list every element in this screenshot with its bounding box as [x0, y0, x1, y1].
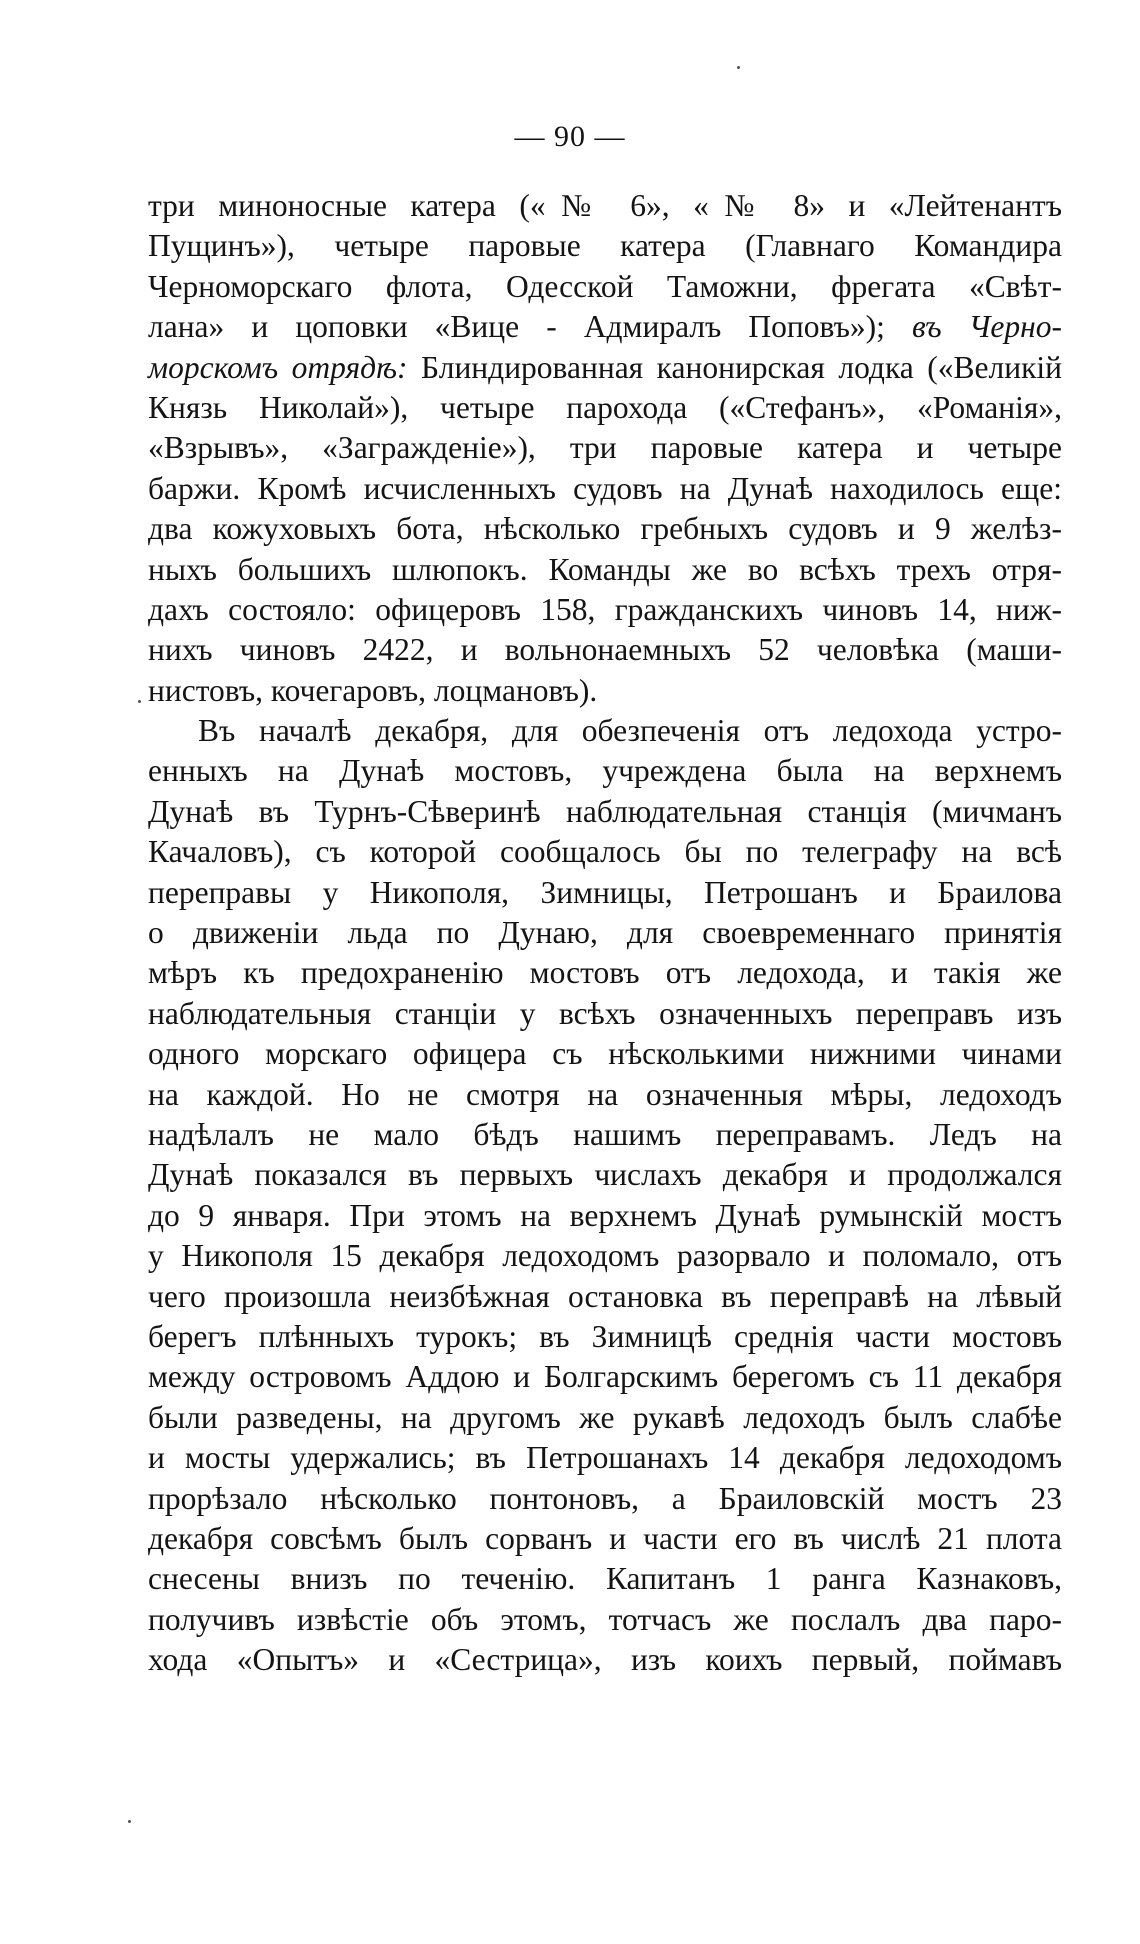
text-line: Дунаѣ въ Турнъ-Сѣверинѣ наблюдательная станція (мичманъ [148, 793, 1062, 829]
text-line: прорѣзало нѣсколько понтоновъ, а Браиловскій мостъ 23 [148, 1480, 1062, 1516]
text-line: ныхъ большихъ шлюпокъ. Команды же во всѣхъ трехъ отря- [148, 551, 1062, 587]
text-line: о движеніи льда по Дунаю, для своевременнаго принятія [148, 915, 1062, 951]
print-speck [128, 1820, 131, 1823]
text-segment: Блиндированная канонирская лодка («Великій [407, 349, 1062, 385]
print-speck [138, 700, 141, 703]
text-line: чего произошла неизбѣжная остановка въ переправѣ на лѣвый [148, 1278, 1062, 1314]
text-line: наблюдательныя станціи у всѣхъ означенныхъ переправъ изъ [148, 995, 1062, 1031]
text-line: Въ началѣ декабря, для обезпеченія отъ ледохода устро- [198, 713, 1062, 749]
text-line: между островомъ Аддою и Болгарскимъ берегомъ съ 11 декабря [148, 1359, 1062, 1395]
text-line: нистовъ, кочегаровъ, лоцмановъ). [148, 672, 598, 708]
text-line: Дунаѣ показался въ первыхъ числахъ декабря и продолжался [148, 1157, 1062, 1193]
text-line: на каждой. Но не смотря на означенныя мѣры, ледоходъ [148, 1076, 1062, 1112]
text-line: берегъ плѣнныхъ турокъ; въ Зимницѣ среднія части мостовъ [148, 1318, 1062, 1354]
text-line: «Взрывъ», «Загражденіе»), три паровые катера и четыре [148, 430, 1062, 466]
text-line: Пущинъ»), четыре паровые катера (Главнаго Командира [148, 228, 1062, 264]
text-line: два кожуховыхъ бота, нѣсколько гребныхъ судовъ и 9 желѣз- [148, 511, 1062, 547]
text-line: получивъ извѣстіе объ этомъ, тотчасъ же послалъ два паро- [148, 1601, 1062, 1637]
text-line: нихъ чиновъ 2422, и вольнонаемныхъ 52 человѣка (маши- [148, 632, 1062, 668]
paragraph-1 [148, 186, 1062, 711]
text-line: декабря совсѣмъ былъ сорванъ и части его въ числѣ 21 плота [148, 1520, 1062, 1556]
text-line: Черноморскаго флота, Одесской Таможни, фрегата «Свѣт- [148, 268, 1062, 304]
text-line: снесены внизъ по теченію. Капитанъ 1 ранга Казнаковъ, [148, 1561, 1062, 1597]
text-line: до 9 января. При этомъ на верхнемъ Дунаѣ румынскій мостъ [148, 1197, 1062, 1233]
text-line: у Никополя 15 декабря ледоходомъ разорвало и поломало, отъ [148, 1238, 1062, 1274]
text-line: хода «Опытъ» и «Сестрица», изъ коихъ первый, поймавъ [148, 1642, 1062, 1678]
text-line: баржи. Кромѣ исчисленныхъ судовъ на Дунаѣ находилось еще: [148, 470, 1062, 506]
page-number: — 90 — [514, 120, 626, 153]
text-line: енныхъ на Дунаѣ мостовъ, учреждена была на верхнемъ [148, 753, 1062, 789]
text-line: три миноносные катера («№ 6», «№ 8» и «Лейтенантъ [148, 188, 1062, 223]
text-line [148, 348, 1062, 388]
text-line [148, 307, 1062, 347]
text-segment: лана» и цоповки «Вице - Адмиралъ Поповъ»); [148, 309, 912, 345]
text-line: дахъ состояло: офицеровъ 158, гражданскихъ чиновъ 14, ниж- [148, 591, 1062, 627]
text-line: и мосты удержались; въ Петрошанахъ 14 декабря ледоходомъ [148, 1440, 1062, 1476]
text-line: Качаловъ), съ которой сообщалось бы по телеграфу на всѣ [148, 834, 1062, 870]
text-line: были разведены, на другомъ же рукавѣ ледоходъ былъ слабѣе [148, 1399, 1062, 1435]
body-text [148, 186, 1062, 1680]
text-line: переправы у Никополя, Зимницы, Петрошанъ и Браилова [148, 874, 1062, 910]
text-line: одного морскаго офицера съ нѣсколькими нижними чинами [148, 1036, 1062, 1072]
text-line: надѣлалъ не мало бѣдъ нашимъ переправамъ. Ледъ на [148, 1116, 1062, 1152]
print-speck [737, 66, 740, 69]
paragraph-2 [148, 711, 1062, 1680]
text-line: Князь Николай»), четыре парохода («Стефанъ», «Романія», [148, 389, 1062, 425]
italic-heading: въ Черно- [912, 309, 1062, 345]
text-line: мѣръ къ предохраненію мостовъ отъ ледохода, и такія же [148, 955, 1062, 991]
italic-heading: морскомъ отрядѣ: [148, 349, 408, 385]
